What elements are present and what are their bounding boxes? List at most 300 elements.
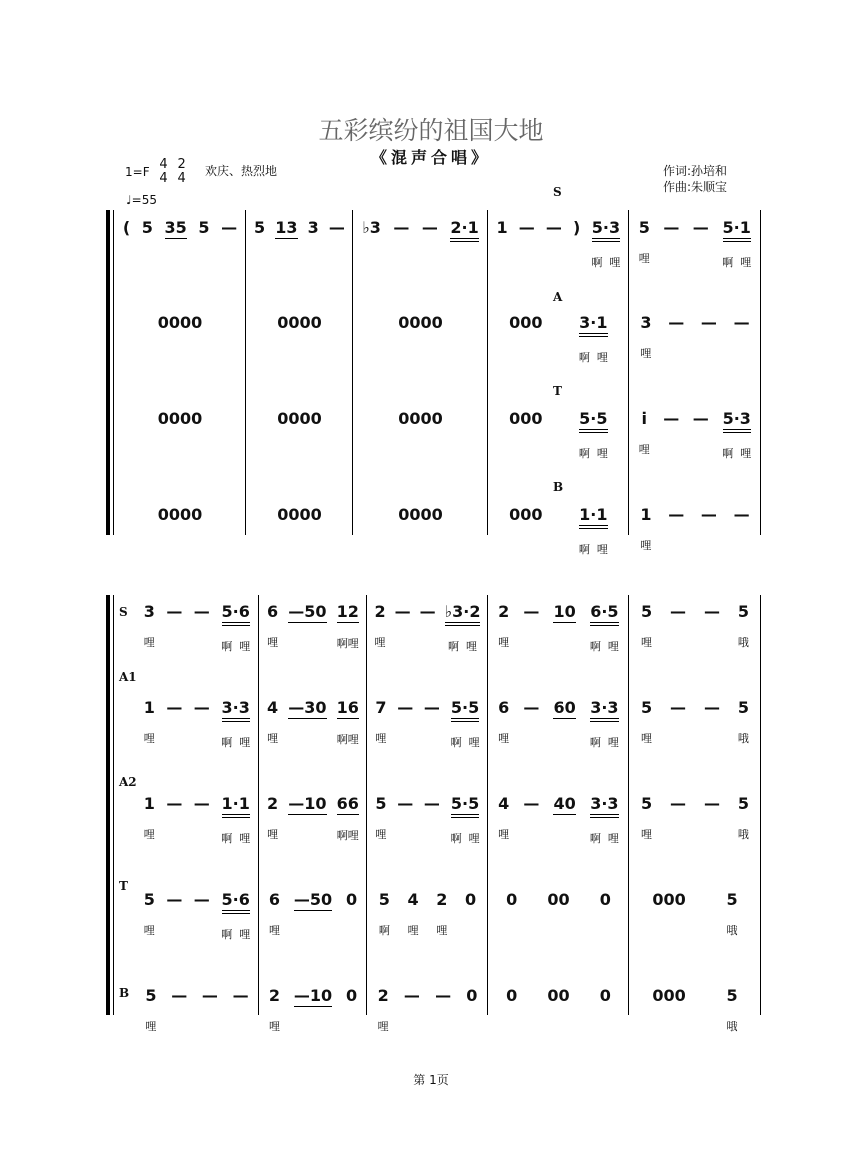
measure (370, 794, 485, 846)
note: 0000 (157, 313, 203, 332)
note: — (700, 505, 717, 524)
note-column (663, 218, 679, 266)
note: 0000 (398, 505, 443, 524)
lyric: 哦 (737, 828, 749, 841)
note: 0 (466, 986, 478, 1005)
note: — (733, 505, 750, 524)
note-column (726, 986, 737, 1034)
composer-credit: 作曲:朱顺宝 (663, 180, 728, 194)
note: 60 (553, 698, 576, 717)
note: 0000 (277, 313, 322, 332)
note: 0000 (398, 313, 443, 332)
note-column (288, 602, 326, 651)
note-column (254, 218, 265, 266)
note-column (498, 794, 509, 842)
note-column (144, 890, 155, 938)
measure (138, 602, 256, 654)
lyric: 哩 (143, 636, 155, 649)
measure (262, 794, 364, 843)
note-column (506, 890, 517, 938)
note: — (703, 602, 720, 621)
score-title: 五彩缤纷的祖国大地 (318, 116, 544, 145)
note: 1 (143, 698, 155, 717)
note-column (375, 794, 386, 842)
lyric: 啊 哩 (722, 256, 752, 269)
measure (632, 505, 758, 553)
note: 000 (509, 313, 543, 332)
note-column (738, 698, 749, 746)
note: — (423, 794, 440, 813)
note-column (701, 313, 717, 361)
note-column (509, 313, 542, 361)
note: 00 (547, 890, 570, 909)
note-column (404, 986, 420, 1034)
note-column (435, 986, 451, 1034)
note-column (670, 794, 686, 842)
note-column (398, 313, 443, 361)
note: 5 (141, 218, 153, 237)
note: — (518, 218, 535, 237)
note-column (420, 602, 436, 650)
note-column (553, 794, 575, 843)
note-column (202, 986, 218, 1034)
note-column (221, 890, 250, 942)
note: ♭3 (362, 218, 381, 237)
lyric: 哩 (498, 732, 510, 745)
lyric: 啊哩 (336, 733, 359, 746)
lyric: 哩 (638, 443, 650, 456)
note: 5 (737, 698, 749, 717)
measure (632, 313, 758, 361)
note-column (738, 794, 749, 842)
note: 5 (638, 218, 650, 237)
note: — (193, 698, 210, 717)
part-label: A2 (119, 775, 137, 789)
note-column (641, 698, 652, 746)
lyric: 哩 (498, 636, 510, 649)
lyric: 哩 (641, 636, 653, 649)
note-column (424, 698, 440, 746)
measure (262, 986, 364, 1035)
note: 5·5 (451, 794, 479, 818)
note: 0 (345, 890, 358, 909)
note: — (201, 986, 218, 1005)
note-column (346, 986, 357, 1034)
note-column (144, 698, 155, 746)
note-column (362, 218, 381, 266)
note: — (703, 794, 720, 813)
note-column (221, 794, 250, 846)
measure (138, 890, 256, 942)
note-column (738, 602, 749, 650)
measure (370, 890, 485, 938)
note-column (144, 794, 155, 842)
note: 6 (498, 698, 510, 717)
note: 000 (509, 409, 543, 428)
note-column (337, 794, 359, 843)
note-column (166, 794, 182, 842)
note-column (379, 890, 390, 938)
note-column (194, 890, 210, 938)
note: 0000 (277, 505, 322, 524)
lyric: 哦 (726, 924, 738, 937)
lyric: 哩 (145, 1020, 157, 1033)
note: — (523, 602, 540, 621)
lyric: 啊哩 (336, 637, 359, 650)
note-column (652, 986, 685, 1034)
note: — (692, 409, 709, 428)
lyric: 哦 (737, 636, 749, 649)
note-column (498, 698, 509, 746)
lyric: 哩 (268, 924, 280, 937)
note-column (408, 890, 419, 938)
measure (138, 698, 256, 750)
lyric: 哩 (143, 828, 155, 841)
note-column (734, 313, 750, 361)
measure (249, 218, 350, 267)
note: — (328, 218, 345, 237)
note: —10 (288, 794, 327, 813)
lyric: 啊 哩 (722, 447, 752, 460)
note: 1 (143, 794, 155, 813)
note: — (700, 313, 717, 332)
ts-top: 2 (177, 157, 186, 172)
note-column (398, 505, 443, 553)
part-label: S (553, 185, 562, 199)
ts-bottom: 4 (159, 171, 168, 186)
barline (245, 210, 246, 535)
note: 0 (345, 986, 358, 1005)
note: 2 (498, 602, 510, 621)
note-column (158, 409, 203, 457)
measure (117, 505, 243, 553)
note-column (693, 218, 709, 266)
note-column (652, 890, 685, 938)
note: — (663, 409, 680, 428)
measure (491, 409, 626, 461)
note-column (546, 218, 562, 266)
measure (370, 986, 485, 1034)
note: — (193, 890, 210, 909)
note: 0 (599, 986, 611, 1005)
lyric: 哩 (638, 252, 650, 265)
note-column (579, 313, 608, 365)
note: — (668, 505, 685, 524)
note: 4 (498, 794, 510, 813)
lyric: 啊 哩 (589, 736, 619, 749)
note: — (523, 698, 540, 717)
note-column (337, 602, 359, 651)
note: — (397, 698, 414, 717)
note-column (166, 602, 182, 650)
note: 0000 (157, 409, 203, 428)
page-number: 第 1页 (413, 1073, 449, 1087)
note-column (573, 218, 580, 266)
note-column (579, 505, 608, 557)
part-label: B (553, 480, 564, 494)
note: 5 (640, 602, 653, 621)
note: 5·6 (222, 890, 250, 914)
note: 0000 (277, 409, 322, 428)
note-column (668, 313, 684, 361)
measure (262, 698, 364, 747)
note-column (693, 409, 709, 457)
lyric: 啊 哩 (591, 256, 621, 269)
measure (632, 409, 758, 461)
note-column (329, 218, 345, 266)
note-column (267, 698, 278, 746)
note: — (523, 794, 540, 813)
part-label: A1 (119, 670, 137, 684)
barline (113, 595, 114, 1015)
note-column (294, 890, 332, 939)
note: — (403, 986, 420, 1005)
tempo-mark: ♩=55 (126, 193, 157, 207)
lyric: 哩 (640, 347, 652, 360)
note: — (193, 794, 210, 813)
lyric: 哩 (498, 828, 510, 841)
note: 5·5 (451, 698, 479, 722)
note-column (466, 986, 477, 1034)
measure (491, 794, 626, 846)
note-column (308, 218, 319, 266)
lyric: 哩 (377, 1020, 389, 1033)
measure (356, 505, 485, 553)
note: 5 (375, 794, 387, 813)
part-label: T (553, 384, 562, 398)
note: 1·1 (222, 794, 250, 818)
note-column (221, 602, 250, 654)
key-and-time (125, 158, 186, 186)
note: 000 (652, 890, 686, 909)
note-column (267, 794, 278, 842)
barline (366, 595, 367, 1015)
note-column (171, 986, 187, 1034)
note-column (378, 986, 389, 1034)
part-label: S (119, 605, 128, 619)
lyric: 哩 (641, 732, 653, 745)
note-column (600, 986, 611, 1034)
note-column (123, 218, 130, 266)
expression-mark: 欢庆、热烈地 (205, 164, 278, 178)
note-column (221, 218, 237, 266)
note: 5 (737, 602, 749, 621)
note: 1·1 (579, 505, 607, 529)
lyricist-credit: 作词:孙培和 (663, 164, 728, 178)
lyric: 啊 哩 (578, 351, 608, 364)
note-column (451, 698, 480, 750)
note: 0 (599, 890, 611, 909)
note: — (423, 698, 440, 717)
note: 3·3 (222, 698, 250, 722)
lyric: 啊哩 (336, 829, 359, 842)
note: 2·1 (450, 218, 478, 242)
note-column (590, 602, 619, 654)
note-column (451, 794, 480, 846)
note: 00 (547, 986, 570, 1005)
note-column (374, 602, 385, 650)
note: — (703, 698, 720, 717)
note-column (509, 409, 542, 457)
note-column (704, 794, 720, 842)
note-column (275, 218, 297, 267)
note-column (726, 890, 737, 938)
measure (491, 313, 626, 365)
note: 2 (377, 986, 389, 1005)
note: 5·6 (222, 602, 250, 626)
measure (356, 313, 485, 361)
note: —50 (288, 602, 327, 621)
ts-top: 4 (159, 157, 168, 172)
note-column (519, 218, 535, 266)
note-column (142, 218, 153, 266)
note-column (506, 986, 517, 1034)
note: — (670, 794, 687, 813)
note-column (221, 698, 250, 750)
note: 3 (640, 313, 652, 332)
note: 2 (374, 602, 386, 621)
lyric: 啊 哩 (221, 736, 251, 749)
note-column (590, 698, 619, 750)
measure (262, 890, 364, 939)
note-column (465, 890, 476, 938)
note-column (166, 890, 182, 938)
note: — (394, 602, 411, 621)
note: — (670, 698, 687, 717)
note: — (166, 602, 183, 621)
note: 5 (254, 218, 266, 237)
note-column (277, 505, 322, 553)
note: 0 (506, 986, 518, 1005)
lyric: 哩 (268, 1020, 280, 1033)
measure (138, 986, 256, 1034)
note-column (398, 409, 443, 457)
note: 6 (268, 890, 281, 909)
lyric: 哩 (143, 924, 155, 937)
note: — (232, 986, 249, 1005)
note: 1 (496, 218, 508, 237)
note-column (450, 218, 478, 270)
barline (760, 595, 761, 1015)
note-column (269, 890, 280, 938)
note-column (670, 602, 686, 650)
note: 5 (198, 218, 210, 237)
note-column (663, 409, 679, 457)
lyric: 哩 (267, 828, 279, 841)
lyric: 啊 哩 (221, 832, 251, 845)
note: — (166, 794, 183, 813)
barline (258, 595, 259, 1015)
note-column (640, 505, 651, 553)
note: 6 (267, 602, 279, 621)
note-column (704, 698, 720, 746)
note-column (701, 505, 717, 553)
system-bracket (106, 210, 110, 535)
note: — (692, 218, 709, 237)
lyric: 啊 哩 (578, 447, 608, 460)
lyric: 哩 (143, 732, 155, 745)
note: 0 (506, 890, 518, 909)
part-label: B (119, 986, 130, 1000)
note: —10 (293, 986, 333, 1005)
note: 12 (336, 602, 359, 621)
note: — (668, 313, 685, 332)
note-column (194, 698, 210, 746)
note-column (734, 505, 750, 553)
note-column (579, 409, 608, 461)
note: — (397, 794, 414, 813)
note: — (166, 698, 183, 717)
note: 5·1 (723, 218, 751, 242)
measure (117, 313, 243, 361)
note: — (166, 890, 183, 909)
measure (632, 890, 758, 938)
note: 10 (553, 602, 576, 621)
note-column (436, 890, 447, 938)
note: ♭3·2 (445, 602, 481, 626)
measure (249, 313, 350, 361)
note: 5 (143, 890, 155, 909)
note: — (171, 986, 188, 1005)
note: 000 (509, 505, 543, 524)
barline (628, 210, 629, 535)
note: 4 (267, 698, 279, 717)
note: 6·5 (590, 602, 618, 626)
note-column (288, 794, 326, 843)
note-column (509, 505, 542, 553)
note: 3 (143, 602, 155, 621)
note: — (393, 218, 410, 237)
note: — (545, 218, 562, 237)
note: 1 (640, 505, 652, 524)
measure (632, 218, 758, 270)
note-column (523, 794, 539, 842)
note-column (277, 313, 322, 361)
note: —30 (288, 698, 327, 717)
note-column (424, 794, 440, 842)
note-column (639, 218, 650, 266)
note: 0 (465, 890, 477, 909)
note-column (375, 698, 386, 746)
note-column (668, 505, 684, 553)
note-column (445, 602, 481, 654)
note-column (269, 986, 280, 1034)
measure (356, 409, 485, 457)
lyric: 哩 (267, 732, 279, 745)
lyric: 哩 (267, 636, 279, 649)
measure (491, 698, 626, 750)
lyric: 哦 (726, 1020, 738, 1033)
note-column (547, 890, 569, 938)
lyric: 啊 哩 (578, 543, 608, 556)
note-column (497, 218, 508, 266)
barline (760, 210, 761, 535)
note: — (193, 602, 210, 621)
measure (632, 794, 758, 842)
note-column (233, 986, 249, 1034)
lyric: 啊 哩 (450, 736, 480, 749)
note: 16 (336, 698, 359, 717)
measure (632, 602, 758, 650)
note: — (421, 218, 438, 237)
note-column (422, 218, 438, 266)
barline (487, 595, 488, 1015)
note-column (397, 698, 413, 746)
barline (628, 595, 629, 1015)
system-bracket (106, 595, 110, 1015)
barline (352, 210, 353, 535)
note-column (722, 218, 751, 270)
